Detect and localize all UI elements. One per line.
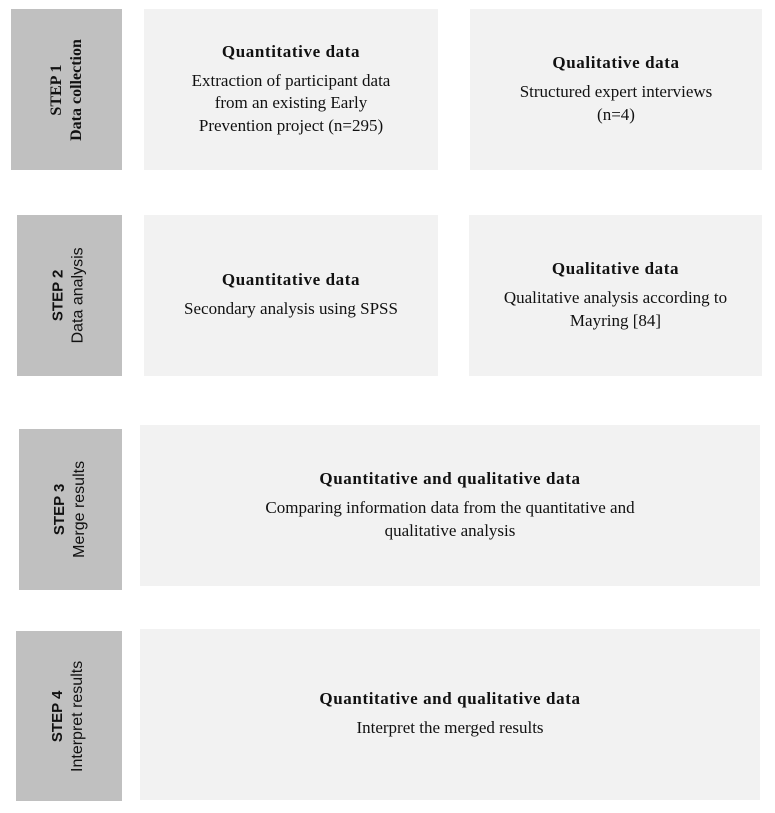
step-3-title: Merge results [70, 461, 88, 558]
step-2-qualitative-line-1: Qualitative analysis according to [503, 288, 728, 308]
step-2-qualitative-line-2: Mayring [84] [569, 310, 662, 330]
step-1-qualitative-line-1: Structured expert interviews [519, 82, 713, 102]
step-4-title: Interpret results [69, 660, 87, 772]
step-4-number: STEP 4 [49, 690, 67, 742]
step-2-qualitative-body [504, 287, 727, 331]
step-1-qualitative-line-2: (n=4) [597, 104, 635, 124]
step-3-merged-line-1: Comparing information data from the quantitative and [265, 498, 635, 518]
step-2-quantitative-body [184, 298, 398, 320]
step-1-label [11, 9, 122, 170]
step-1-quantitative-box [144, 9, 438, 170]
step-1-quantitative-heading: Quantitative data [221, 42, 361, 62]
step-2-qualitative-heading: Qualitative data [551, 259, 680, 279]
step-1-qualitative-heading: Qualitative data [552, 53, 680, 73]
step-2-title: Data analysis [69, 247, 87, 344]
step-2-quantitative-line-1: Secondary analysis using SPSS [184, 299, 398, 319]
step-1-qualitative-box [470, 9, 762, 170]
step-2-number: STEP 2 [50, 269, 68, 322]
step-3-number: STEP 3 [51, 483, 69, 536]
step-1-quantitative-line-3: Prevention project (n=295) [198, 115, 384, 135]
step-1-number: STEP 1 [47, 63, 65, 116]
step-4-label [16, 631, 122, 801]
step-1-quantitative-line-1: Extraction of participant data [191, 71, 391, 91]
step-3-merged-box [140, 425, 760, 586]
step-2-quantitative-heading: Quantitative data [221, 270, 361, 290]
step-4-interpret-box [140, 629, 760, 800]
step-3-label [19, 429, 122, 590]
step-1-title: Data collection [67, 38, 85, 141]
step-3-merged-line-2: qualitative analysis [384, 520, 516, 540]
step-3-merged-body [265, 497, 634, 541]
step-4-interpret-body [356, 717, 543, 739]
step-2-qualitative-box [469, 215, 762, 376]
step-4-interpret-line-1: Interpret the merged results [356, 718, 544, 738]
step-2-label [17, 215, 122, 376]
step-1-quantitative-line-2: from an existing Early [214, 93, 368, 113]
step-1-quantitative-body [192, 70, 391, 136]
step-3-merged-heading: Quantitative and qualitative data [319, 469, 581, 489]
step-2-quantitative-box [144, 215, 438, 376]
step-4-interpret-heading: Quantitative and qualitative data [319, 689, 581, 709]
step-1-qualitative-body [520, 81, 713, 125]
